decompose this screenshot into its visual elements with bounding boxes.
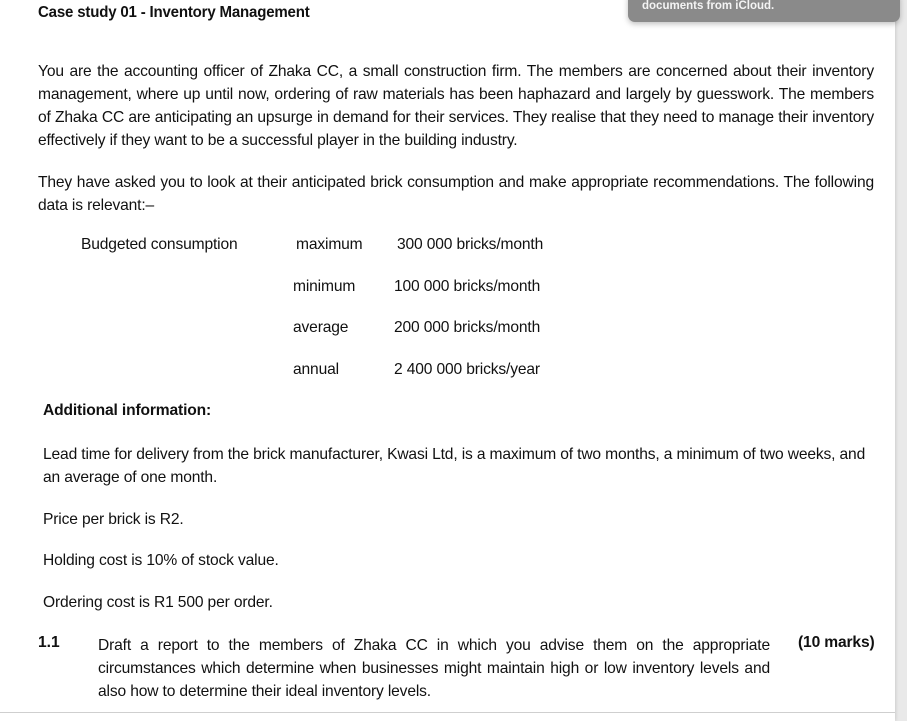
- lead-time-text: Lead time for delivery from the brick manufacturer, Kwasi Ltd, is a maximum of two months, a minimum of two weeks, and an average of one month.: [43, 446, 866, 486]
- intro-paragraph: You are the accounting officer of Zhaka CC, a small construction firm. The members are concerned about their inventory management, where up until now, ordering of raw materials has been haphazard and largely by guesswork. The members of Zhaka CC are anticipating an upsurge in demand for their services. They realise that they need to manage their inventory effectively if they want to be a successful player in the building industry.: [38, 63, 874, 149]
- ordering-cost-text: Ordering cost is R1 500 per order.: [43, 594, 273, 611]
- question-marks: (10 marks): [798, 634, 875, 651]
- request-paragraph: They have asked you to look at their anticipated brick consumption and make appropriate recommendations. The following data is relevant:–: [38, 174, 874, 214]
- page-bottom-divider: [0, 712, 895, 713]
- consumption-label: Budgeted consumption: [81, 236, 238, 253]
- consumption-row-name: minimum: [293, 278, 356, 295]
- question-text: Draft a report to the members of Zhaka CC in which you advise them on the appropriate circumstances which determine when businesses might maintain high or low inventory levels and also how to determine their ideal inventory levels.: [98, 637, 770, 700]
- icloud-notification-banner[interactable]: [628, 0, 900, 22]
- page-title: Case study 01 - Inventory Management: [38, 4, 310, 21]
- consumption-row-value: 2 400 000 bricks/year: [394, 361, 540, 378]
- price-text: Price per brick is R2.: [43, 511, 184, 528]
- consumption-row-value: 300 000 bricks/month: [397, 236, 544, 253]
- consumption-row-name: maximum: [296, 236, 363, 253]
- consumption-row-value: 100 000 bricks/month: [394, 278, 541, 295]
- consumption-row-name: average: [293, 319, 349, 336]
- additional-info-heading: Additional information:: [43, 402, 212, 419]
- holding-cost-text: Holding cost is 10% of stock value.: [43, 552, 279, 569]
- consumption-row-name: annual: [293, 361, 339, 378]
- consumption-row-value: 200 000 bricks/month: [394, 319, 541, 336]
- notification-text: documents from iCloud.: [642, 0, 775, 12]
- question-number: 1.1: [38, 634, 60, 651]
